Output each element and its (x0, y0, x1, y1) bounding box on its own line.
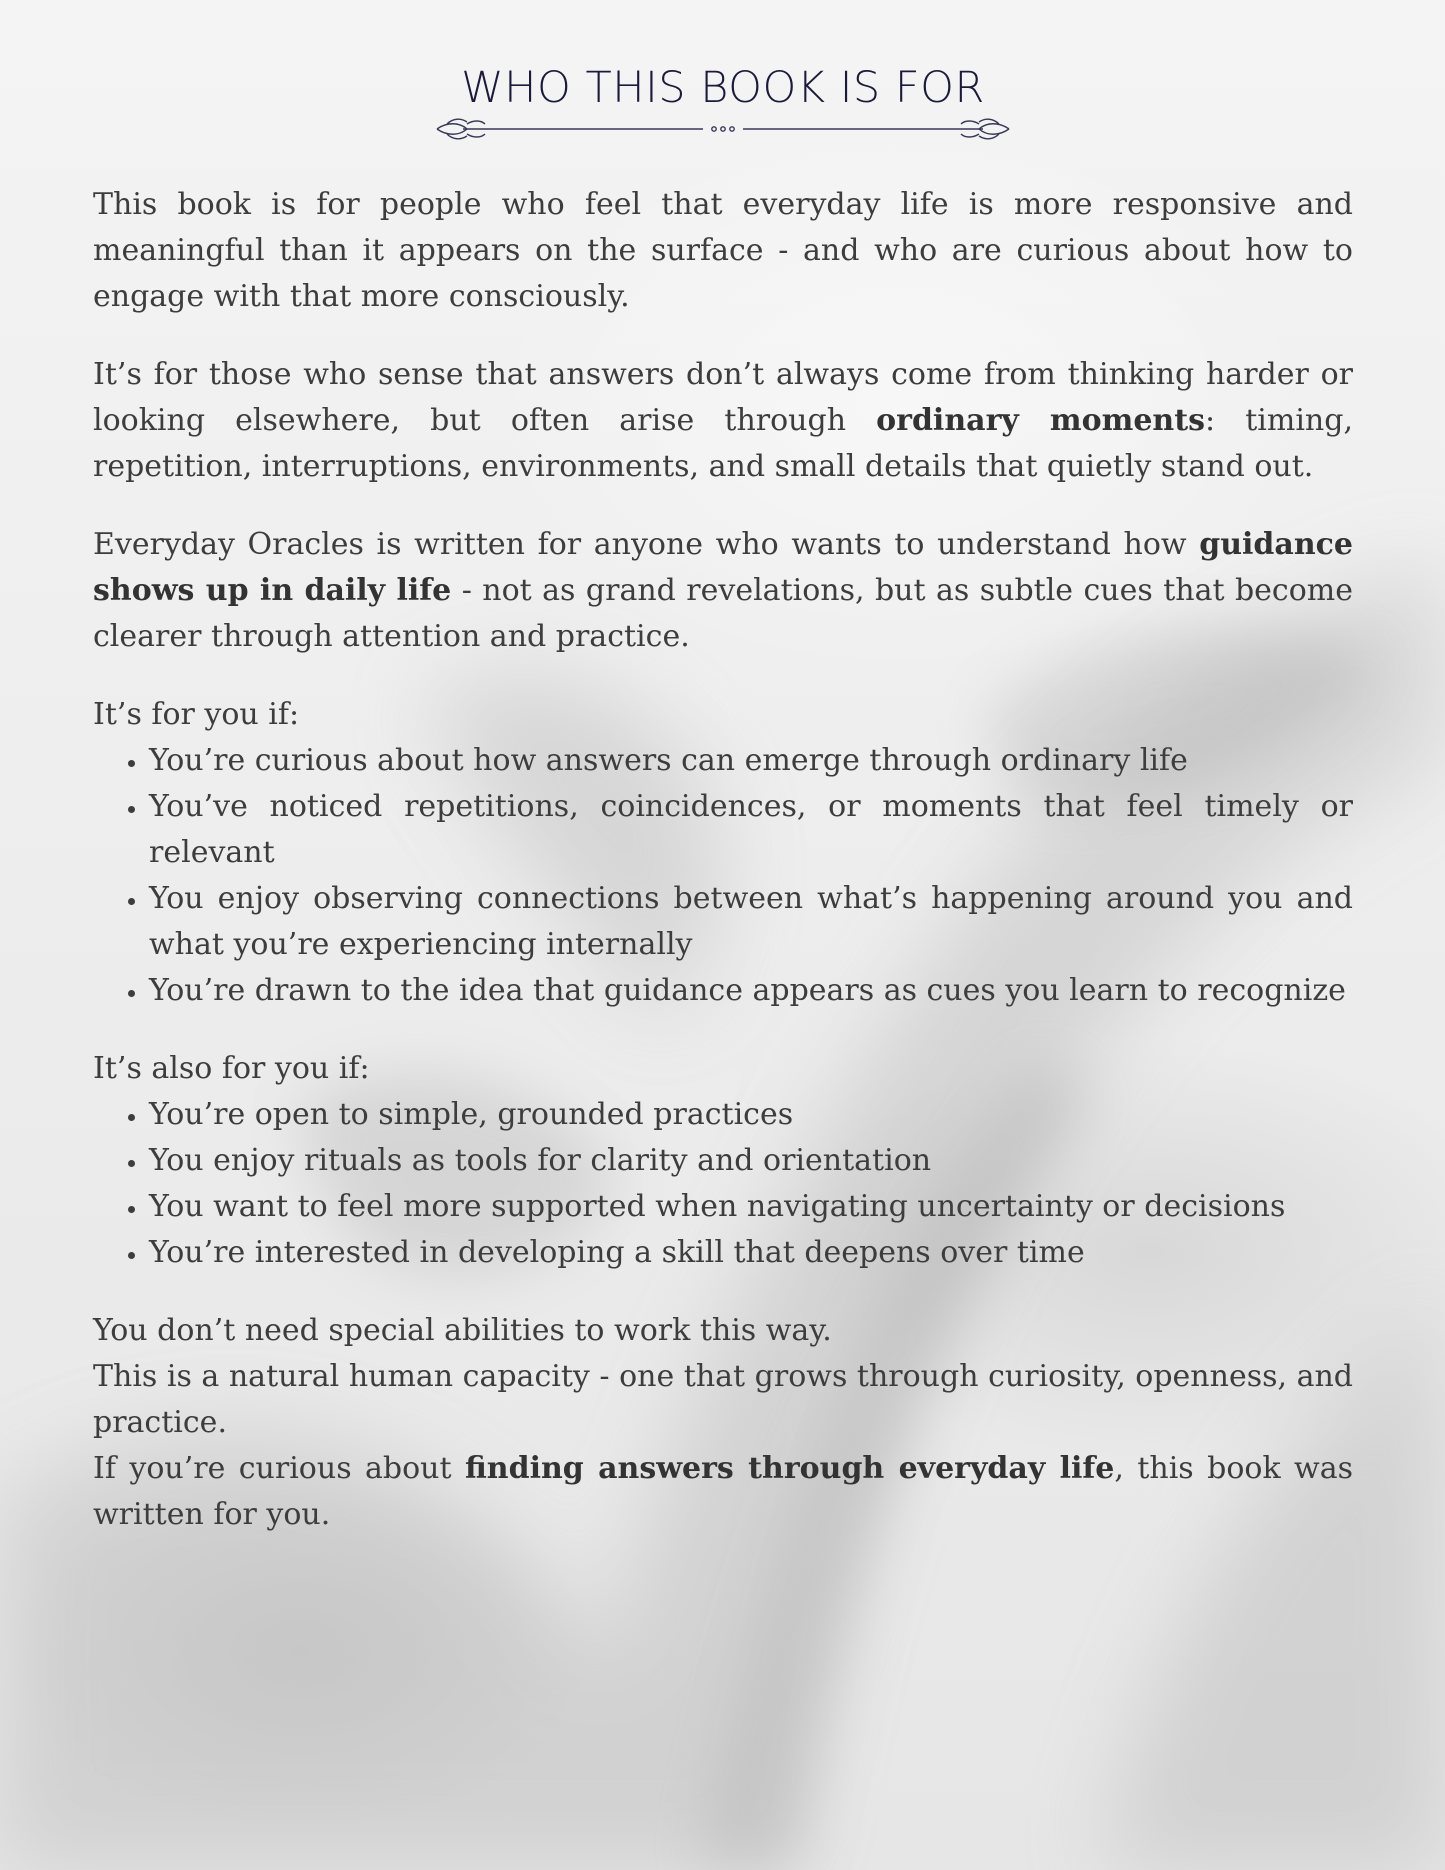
bold-phrase: guidance shows up in daily life (93, 527, 1353, 608)
guidance-paragraph (93, 522, 1353, 660)
paragraph-text: It’s for those who sense that answers don’t always come from thinking harder or looking elsewhere, but often arise through (93, 357, 1353, 438)
list-intro-also-for-you: It’s also for you if: (93, 1051, 370, 1086)
closing-line-1: You don’t need special abilities to work this way. (93, 1313, 832, 1348)
closing-line-3 (93, 1446, 1353, 1538)
for-you-list (93, 738, 1353, 1014)
list-item: • You’re open to simple, grounded practices (149, 1092, 1353, 1138)
paragraph-text: - not as grand revelations, but as subtle cues that become clearer through attention and practice. (93, 573, 1353, 654)
list-item: • You’re curious about how answers can emerge through ordinary life (149, 738, 1353, 784)
paragraph-text: Everyday Oracles is written for anyone who wants to understand how (93, 527, 1200, 562)
page-title: WHO THIS BOOK IS FOR (461, 63, 985, 113)
list-intro-for-you: It’s for you if: (93, 697, 300, 732)
list-item: • You’re drawn to the idea that guidance appears as cues you learn to recognize (149, 968, 1353, 1014)
bold-phrase: finding answers through everyday life (464, 1451, 1115, 1486)
also-for-you-list (93, 1092, 1353, 1276)
list-item: • You enjoy observing connections between what’s happening around you and what you’re experiencing internally (149, 876, 1353, 968)
paragraph-text: , this book was written for you. (93, 1451, 1353, 1532)
list-item: • You’re interested in developing a skill that deepens over time (149, 1230, 1353, 1276)
closing-section (93, 1308, 1353, 1538)
bold-phrase: ordinary moments (876, 403, 1205, 438)
title-block (93, 60, 1353, 142)
list-item: • You want to feel more supported when navigating uncertainty or decisions (149, 1184, 1353, 1230)
paragraph-text: : timing, repetition, interruptions, environments, and small details that quietly stand out. (93, 403, 1353, 484)
closing-line-2: This is a natural human capacity - one that grows through curiosity, openness, and practice. (93, 1359, 1353, 1440)
laurel-divider-icon (433, 116, 1013, 142)
list-item: • You’ve noticed repetitions, coincidences, or moments that feel timely or relevant (149, 784, 1353, 876)
document-body (93, 60, 1353, 1538)
ordinary-moments-paragraph (93, 352, 1353, 490)
paragraph-text: If you’re curious about (93, 1451, 465, 1486)
intro-paragraph: This book is for people who feel that everyday life is more responsive and meaningful than it appears on the surface - and who are curious about how to engage with that more consciously. (93, 187, 1353, 314)
list-item: • You enjoy rituals as tools for clarity and orientation (149, 1138, 1353, 1184)
